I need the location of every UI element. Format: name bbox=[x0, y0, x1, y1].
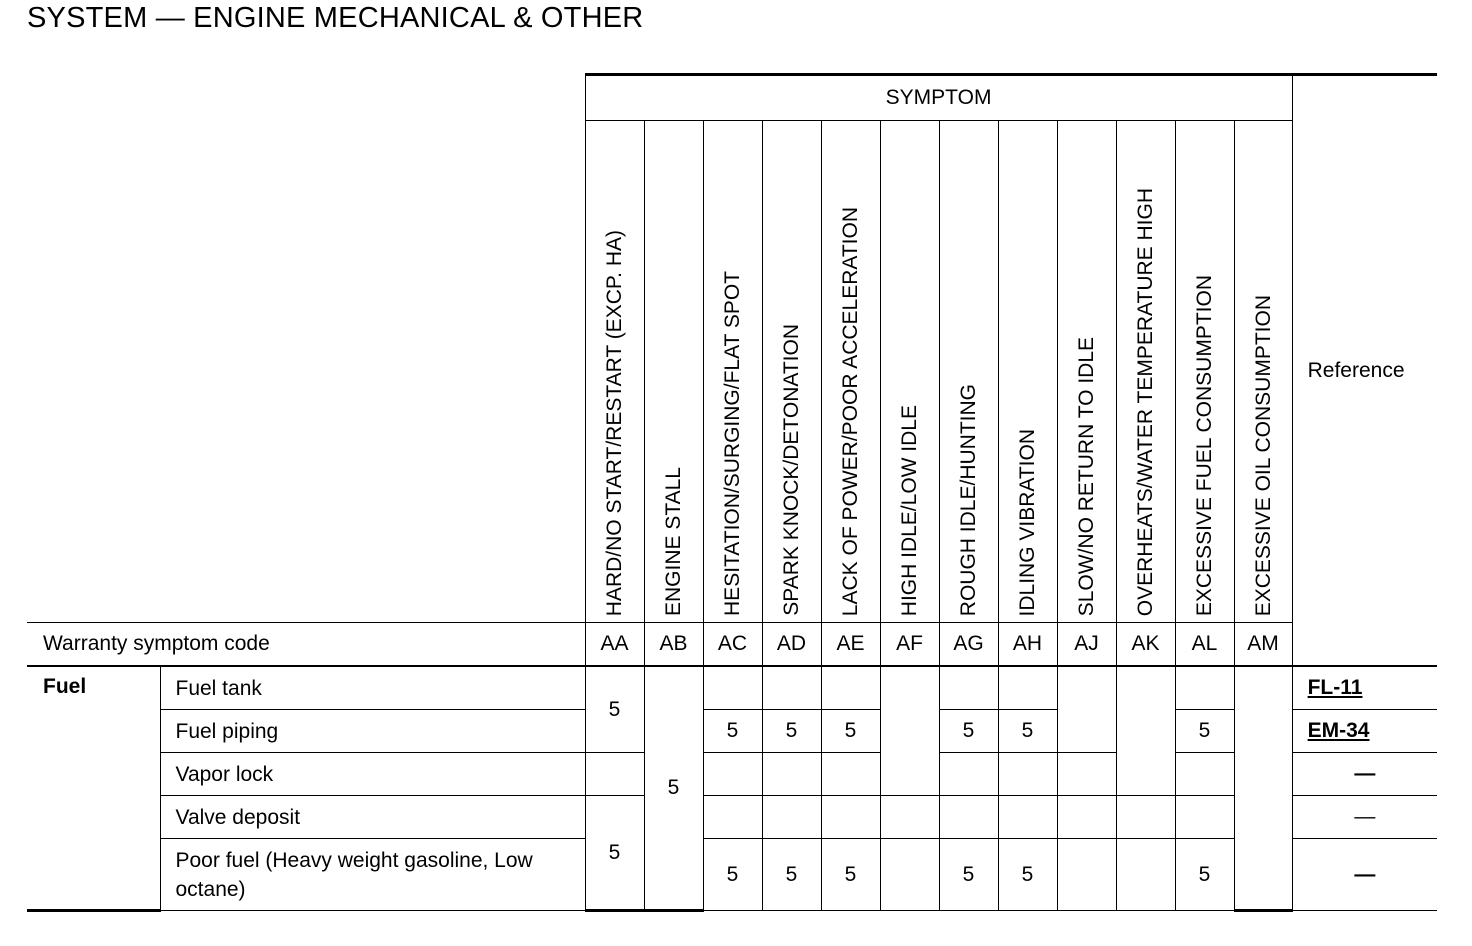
empty-cell bbox=[821, 753, 880, 796]
reference-value: — bbox=[1292, 839, 1437, 911]
value-cell: 5 bbox=[762, 710, 821, 753]
reference-value: — bbox=[1292, 796, 1437, 839]
code-cell: AA bbox=[585, 623, 644, 667]
value-cell: 5 bbox=[821, 839, 880, 911]
empty-cell bbox=[1057, 753, 1116, 796]
empty-cell bbox=[1116, 839, 1175, 911]
reference-link-em-34[interactable] bbox=[1292, 710, 1437, 753]
value-cell: 5 bbox=[703, 710, 762, 753]
symptom-header: SYMPTOM bbox=[585, 75, 1292, 121]
symptom-col-al bbox=[1175, 121, 1234, 623]
empty-cell bbox=[880, 796, 939, 839]
empty-cell bbox=[880, 839, 939, 911]
symptom-label: HESITATION/SURGING/FLAT SPOT bbox=[721, 271, 744, 616]
page-title: SYSTEM — ENGINE MECHANICAL & OTHER bbox=[27, 2, 644, 34]
symptom-label: ENGINE STALL bbox=[662, 467, 685, 616]
empty-cell bbox=[1116, 796, 1175, 839]
symptom-label: SLOW/NO RETURN TO IDLE bbox=[1075, 336, 1098, 616]
value-cell: 5 bbox=[821, 710, 880, 753]
code-cell: AH bbox=[998, 623, 1057, 667]
item-fuel-piping: Fuel piping bbox=[160, 710, 585, 753]
symptom-col-ak bbox=[1116, 121, 1175, 623]
empty-cell bbox=[1175, 666, 1234, 710]
item-vapor-lock: Vapor lock bbox=[160, 753, 585, 796]
empty-cell bbox=[821, 796, 880, 839]
empty-cell bbox=[880, 666, 939, 796]
item-fuel-tank: Fuel tank bbox=[160, 666, 585, 710]
empty-cell bbox=[998, 796, 1057, 839]
reference-value: — bbox=[1292, 753, 1437, 796]
symptom-col-ac bbox=[703, 121, 762, 623]
value-cell: 5 bbox=[585, 666, 644, 753]
empty-cell bbox=[762, 796, 821, 839]
code-cell: AB bbox=[644, 623, 703, 667]
empty-cell bbox=[762, 753, 821, 796]
empty-cell bbox=[1234, 666, 1292, 911]
symptom-col-aj bbox=[1057, 121, 1116, 623]
value-cell: 5 bbox=[1175, 710, 1234, 753]
empty-cell bbox=[1057, 839, 1116, 911]
empty-cell bbox=[821, 666, 880, 710]
value-cell: 5 bbox=[703, 839, 762, 911]
symptom-col-ah bbox=[998, 121, 1057, 623]
code-cell: AE bbox=[821, 623, 880, 667]
value-cell: 5 bbox=[585, 796, 644, 911]
value-cell: 5 bbox=[939, 839, 998, 911]
code-cell: AG bbox=[939, 623, 998, 667]
empty-cell bbox=[1057, 796, 1116, 839]
warranty-code-label: Warranty symptom code bbox=[27, 623, 585, 667]
symptom-label: ROUGH IDLE/HUNTING bbox=[957, 383, 980, 616]
symptom-col-ag bbox=[939, 121, 998, 623]
group-fuel: Fuel bbox=[27, 666, 160, 911]
code-cell: AL bbox=[1175, 623, 1234, 667]
empty-cell bbox=[585, 753, 644, 796]
value-cell: 5 bbox=[998, 839, 1057, 911]
value-cell: 5 bbox=[644, 666, 703, 911]
empty-cell bbox=[998, 666, 1057, 710]
symptom-label: OVERHEATS/WATER TEMPERATURE HIGH bbox=[1134, 187, 1157, 616]
symptom-label: HARD/NO START/RESTART (EXCP. HA) bbox=[603, 229, 626, 616]
value-cell: 5 bbox=[939, 710, 998, 753]
symptom-label: SPARK KNOCK/DETONATION bbox=[780, 324, 803, 616]
code-cell: AD bbox=[762, 623, 821, 667]
empty-cell bbox=[703, 796, 762, 839]
item-poor-fuel: Poor fuel (Heavy weight gasoline, Low octane) bbox=[160, 839, 585, 911]
symptom-label: LACK OF POWER/POOR ACCELERATION bbox=[839, 206, 862, 616]
diagnosis-table bbox=[27, 73, 1437, 912]
symptom-col-am bbox=[1234, 121, 1292, 623]
code-cell: AC bbox=[703, 623, 762, 667]
value-cell: 5 bbox=[762, 839, 821, 911]
empty-cell bbox=[939, 753, 998, 796]
empty-cell bbox=[703, 666, 762, 710]
empty-cell bbox=[939, 666, 998, 710]
code-cell: AK bbox=[1116, 623, 1175, 667]
item-valve-deposit: Valve deposit bbox=[160, 796, 585, 839]
code-cell: AM bbox=[1234, 623, 1292, 667]
code-cell: AJ bbox=[1057, 623, 1116, 667]
symptom-col-ad bbox=[762, 121, 821, 623]
empty-cell bbox=[1116, 666, 1175, 796]
value-cell: 5 bbox=[1175, 839, 1234, 911]
reference-link-fl-11[interactable] bbox=[1292, 666, 1437, 710]
empty-cell bbox=[762, 666, 821, 710]
symptom-label: EXCESSIVE OIL CONSUMPTION bbox=[1251, 294, 1275, 616]
empty-cell bbox=[1175, 753, 1234, 796]
empty-cell bbox=[1175, 796, 1234, 839]
symptom-label: HIGH IDLE/LOW IDLE bbox=[898, 404, 921, 616]
reference-link[interactable]: EM-34 bbox=[1307, 719, 1370, 742]
symptom-col-ae bbox=[821, 121, 880, 623]
empty-cell bbox=[1057, 666, 1116, 753]
symptom-col-ab bbox=[644, 121, 703, 623]
empty-cell bbox=[703, 753, 762, 796]
code-cell: AF bbox=[880, 623, 939, 667]
reference-header: Reference bbox=[1292, 75, 1437, 667]
symptom-col-aa bbox=[585, 121, 644, 623]
empty-cell bbox=[998, 753, 1057, 796]
empty-cell bbox=[939, 796, 998, 839]
value-cell: 5 bbox=[998, 710, 1057, 753]
reference-link[interactable]: FL-11 bbox=[1307, 676, 1363, 699]
symptom-label: EXCESSIVE FUEL CONSUMPTION bbox=[1193, 274, 1216, 616]
symptom-col-af bbox=[880, 121, 939, 623]
blank-header-cell bbox=[27, 75, 585, 623]
symptom-label: IDLING VIBRATION bbox=[1016, 428, 1039, 616]
